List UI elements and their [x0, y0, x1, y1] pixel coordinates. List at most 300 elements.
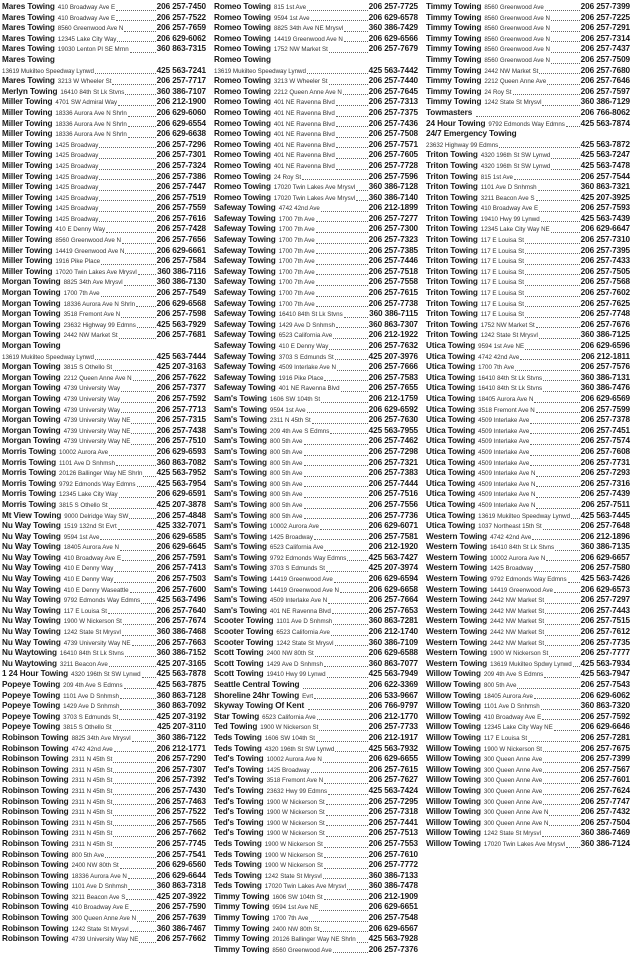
dot-leader	[333, 951, 368, 953]
listing-row	[2, 214, 206, 225]
business-address: 209 4th Ave S Edmns	[63, 682, 123, 689]
business-address: 2442 NW Market St	[490, 597, 545, 605]
listing-row	[426, 309, 630, 320]
dot-leader	[340, 591, 368, 593]
business-address: 3213 W Wheeler St	[57, 78, 112, 86]
phone-number: 206 257-7430	[156, 785, 206, 795]
business-name: Ted's Towing	[214, 796, 264, 806]
phone-number: 425 563-7878	[156, 669, 206, 679]
business-name: Triton Towing	[426, 245, 478, 255]
phone-number: 206 257-7549	[156, 288, 206, 298]
dot-leader	[324, 665, 368, 667]
business-name: Romeo Towing	[214, 2, 271, 11]
business-address: 1425 Broadway	[55, 184, 99, 192]
phone-number: 360 386-7131	[580, 372, 630, 382]
listing-row	[2, 818, 206, 829]
business-name: Safeway Towing	[214, 288, 276, 298]
business-name: Shoreline 24hr Towing	[214, 690, 300, 700]
business-address: 2311 N 45th St	[71, 809, 113, 817]
business-address: 1606 SW 104th St	[269, 395, 321, 403]
dot-leader	[113, 814, 155, 816]
business-address: 1752 NW Market St	[480, 321, 535, 329]
phone-number: 206 257-7602	[580, 288, 630, 298]
business-name: Nu Way Towing	[2, 605, 61, 615]
phone-number: 206 212-1909	[368, 891, 418, 901]
dot-leader	[324, 379, 367, 381]
phone-number: 425 563-7445	[580, 510, 630, 520]
business-address: 410 Broadway Ave E	[71, 904, 129, 912]
listing-row	[2, 606, 206, 617]
business-name: Utica Towing	[426, 425, 476, 435]
phone-number: 206 257-7576	[580, 362, 630, 372]
business-address: 6523 California Ave	[262, 713, 316, 721]
dot-leader	[316, 284, 368, 286]
business-address: 1425 Broadway	[55, 215, 99, 223]
listing-row	[214, 659, 418, 670]
phone-number: 206 629-6658	[368, 584, 418, 594]
business-name: Nu Way Towing	[2, 627, 61, 637]
business-address: 401 NE Ravenna Blvd	[273, 109, 335, 117]
dot-leader	[543, 528, 580, 530]
listing-row	[426, 648, 630, 659]
dot-leader	[121, 316, 155, 318]
business-address: 3211 Beacon Ave S	[71, 893, 126, 901]
business-address: 14419 Greenwood Ave	[269, 576, 333, 584]
listing-row	[2, 871, 206, 882]
phone-number: 206 257-7451	[580, 425, 630, 435]
phone-number: 360 863-7320	[580, 701, 630, 711]
listing-row	[2, 669, 206, 680]
phone-number: 206 257-7513	[368, 828, 418, 838]
dot-leader	[113, 846, 155, 848]
business-address: 2311 N 45th St	[71, 777, 113, 785]
dot-leader	[324, 782, 367, 784]
business-name: Western Towing	[426, 627, 488, 637]
business-address: 1700 7th Ave	[272, 915, 309, 923]
business-name: Morris Towing	[2, 457, 57, 467]
dot-leader	[302, 178, 368, 180]
listing-row	[214, 542, 418, 553]
business-name: Romeo Towing	[214, 150, 271, 160]
listing-row	[2, 44, 206, 55]
business-address: 401 NE Ravenna Blvd	[273, 99, 335, 107]
business-address: 18336 Aurora Ave N Shrln	[63, 300, 136, 308]
business-name: Morgan Towing	[2, 288, 61, 298]
phone-number: 206 629-6569	[580, 393, 630, 403]
business-name: Utica Towing	[426, 415, 476, 425]
business-name: Western Towing	[426, 616, 488, 626]
business-address: 2400 NW 80th St	[272, 925, 320, 933]
dot-leader	[120, 549, 156, 551]
dot-leader	[534, 570, 580, 572]
phone-number: 206 629-6592	[368, 404, 418, 414]
listing-row	[2, 405, 206, 416]
dot-leader	[316, 252, 368, 254]
business-name: Morris Towing	[2, 489, 57, 499]
listing-row	[214, 479, 418, 490]
listing-row	[214, 55, 418, 66]
listing-row	[214, 511, 418, 522]
phone-number: 206 257-7301	[156, 150, 206, 160]
listing-row	[214, 436, 418, 447]
business-address: 4742 42nd Ave	[278, 205, 320, 213]
dot-leader	[343, 93, 368, 95]
dot-leader	[543, 379, 580, 381]
listing-row	[2, 563, 206, 574]
business-name: Nu Way Towing	[2, 584, 61, 594]
phone-number: 206 257-7568	[580, 277, 630, 287]
phone-number: 206 257-7680	[580, 65, 630, 75]
listing-row	[2, 691, 206, 702]
listing-row	[214, 320, 418, 331]
listing-row	[2, 13, 206, 24]
phone-number: 206 257-7632	[368, 341, 418, 350]
listing-row	[426, 341, 630, 352]
business-address: 410 Broadway Ave E	[57, 14, 116, 22]
business-address: 2400 NW 80th St	[71, 862, 119, 870]
business-address: 410 Broadway Ave E	[57, 4, 116, 11]
business-address: 20126 Ballinger Way NE Shrln	[59, 470, 143, 478]
listing-row	[214, 458, 418, 469]
business-name: Safeway Towing	[214, 266, 276, 276]
phone-number: 206 257-7447	[156, 182, 206, 192]
listing-row	[426, 532, 630, 543]
listing-row	[2, 468, 206, 479]
phone-number: 206 257-7624	[580, 785, 630, 795]
business-address: 13619 Mukilteo Speedway Lynwd	[2, 67, 94, 75]
listing-row	[426, 733, 630, 744]
business-address: 18336 Aurora Ave N	[71, 872, 127, 880]
business-address: 1037 Northeast 15th St	[478, 523, 542, 531]
dot-leader	[356, 199, 367, 201]
phone-number: 206 212-1771	[156, 743, 206, 753]
listing-row	[214, 934, 418, 945]
business-address: 3815 S Othello St	[63, 364, 113, 372]
business-name: Romeo Towing	[214, 12, 271, 22]
dot-leader	[571, 517, 580, 519]
listing-row	[2, 585, 206, 596]
business-name: Nu Waytowing	[2, 658, 57, 668]
business-name: Utica Towing	[426, 341, 476, 350]
business-address: 8560 Greenwood Ave N	[484, 46, 550, 54]
phone-number: 206 257-7725	[368, 2, 418, 11]
listing-row	[2, 150, 206, 161]
dot-leader	[544, 676, 579, 678]
listing-row	[214, 161, 418, 172]
business-address: 3703 S Edmunds St	[269, 565, 325, 573]
dot-leader	[326, 835, 368, 837]
dot-leader	[323, 761, 368, 763]
phone-number: 425 563-7442	[368, 65, 418, 75]
phone-number: 206 257-7664	[368, 595, 418, 605]
business-name: Timmy Towing	[426, 65, 482, 75]
dot-leader	[530, 443, 579, 445]
phone-number: 206 257-7503	[156, 574, 206, 584]
phone-number: 206 629-6588	[368, 648, 418, 658]
dot-leader	[549, 824, 579, 826]
business-address: 117 E Louisa St	[480, 300, 524, 308]
phone-number: 425 207-3165	[156, 658, 206, 668]
business-name: Sam's Towing	[214, 478, 267, 488]
business-address: 23632 Hwy 99 Edmns	[266, 787, 328, 795]
business-name: Nu Waytowing	[2, 648, 57, 658]
listing-row	[426, 786, 630, 797]
phone-number: 206 212-1900	[156, 97, 206, 107]
listing-row	[426, 563, 630, 574]
phone-number: 206 257-7653	[368, 605, 418, 615]
listing-row	[426, 246, 630, 257]
business-name: Utica Towing	[426, 393, 476, 403]
dot-leader	[554, 591, 580, 593]
business-address: 800 5th Ave	[71, 851, 105, 859]
business-name: Miller Towing	[2, 256, 53, 266]
business-name: Robinson Towing	[2, 775, 69, 785]
business-address: 2311 N 45th St	[71, 830, 113, 838]
phone-number: 206 257-7505	[580, 266, 630, 276]
listing-row	[214, 23, 418, 34]
dot-leader	[335, 358, 368, 360]
listing-row	[214, 2, 418, 13]
business-address: 1425 Broadway	[55, 162, 99, 170]
listing-row	[2, 733, 206, 744]
listing-row	[426, 362, 630, 373]
business-address: 410 Broadway Ave E	[63, 554, 122, 562]
business-address: 12345 Lake City Way	[59, 491, 118, 499]
business-address: 2442 NW Market St	[484, 67, 539, 75]
business-address: 117 E Louisa St	[480, 268, 524, 276]
listing-row	[426, 373, 630, 384]
business-name: Utica Towing	[426, 499, 476, 509]
business-name: Mares Towing	[2, 33, 55, 43]
business-address: 8560 Greenwood Ave N	[484, 14, 550, 22]
dot-leader	[330, 432, 367, 434]
listing-row	[214, 553, 418, 564]
business-address: 4509 Interlake Ave	[478, 417, 530, 425]
business-name: Popeye Towing	[2, 701, 61, 711]
dot-leader	[541, 220, 580, 222]
phone-number: 206 257-7463	[156, 796, 206, 806]
listing-row	[2, 97, 206, 108]
business-address: 1916 Pike Place	[55, 258, 101, 266]
dot-leader	[525, 284, 580, 286]
phone-number: 206 257-7559	[156, 203, 206, 213]
business-address: 1606 SW 104th St	[272, 893, 323, 901]
business-name: Safeway Towing	[214, 277, 276, 287]
phone-number: 206 257-7522	[156, 807, 206, 817]
business-address: 1900 W Nickerson St	[266, 819, 325, 827]
business-name: Triton Towing	[426, 256, 478, 266]
dot-leader	[100, 538, 155, 540]
phone-number: 206 766-8062	[580, 107, 630, 117]
business-name: Willow Towing	[426, 817, 481, 827]
dot-leader	[546, 559, 579, 561]
business-name: Utica Towing	[426, 489, 476, 499]
business-address: 800 5th Ave	[269, 438, 303, 446]
business-name: Teds Towing	[214, 860, 262, 870]
phone-number: 425 563-7952	[156, 468, 206, 478]
phone-number: 206 257-7443	[580, 605, 630, 615]
business-address: 1242 State St Mrysvl	[264, 872, 322, 880]
dot-leader	[119, 496, 156, 498]
dot-leader	[517, 687, 579, 689]
business-name: Miller Towing	[2, 182, 53, 192]
dot-leader	[530, 432, 579, 434]
business-name: Robinson Towing	[2, 860, 69, 870]
listing-row	[2, 129, 206, 140]
dot-leader	[543, 793, 579, 795]
phone-number: 206 257-7662	[156, 934, 206, 944]
listing-row	[426, 426, 630, 437]
business-name: Morgan Towing	[2, 298, 61, 308]
listing-row	[214, 193, 418, 204]
business-name: Robinson Towing	[2, 764, 69, 774]
business-name: Ted's Towing	[214, 754, 264, 764]
dot-leader	[547, 83, 579, 85]
listing-row	[2, 479, 206, 490]
dot-leader	[95, 358, 156, 360]
business-address: 10002 Aurora Ave	[269, 523, 320, 531]
dot-leader	[536, 496, 579, 498]
dot-leader	[545, 644, 580, 646]
dot-leader	[124, 30, 155, 32]
business-address: 1425 Broadway	[266, 766, 310, 774]
business-name: Sam's Towing	[214, 404, 267, 414]
phone-number: 206 629-6060	[156, 107, 206, 117]
business-address: 1425 Broadway	[55, 152, 99, 160]
dot-leader	[304, 454, 368, 456]
dot-leader	[128, 877, 156, 879]
business-address: 1242 State St Mrysvl	[71, 925, 129, 933]
business-name: Willow Towing	[426, 669, 481, 679]
business-name: Sam's Towing	[214, 425, 267, 435]
business-address: 13619 Mukilteo Speedway Lynwd	[214, 67, 306, 75]
business-address: 9594 1st Ave	[273, 14, 310, 22]
phone-number: 206 257-7383	[368, 468, 418, 478]
listing-row	[214, 712, 418, 723]
dot-leader	[316, 295, 368, 297]
business-address: 16410 84th St Lk Stvns	[59, 650, 124, 658]
phone-number: 206 629-6591	[156, 489, 206, 499]
listing-row	[426, 55, 630, 66]
phone-number: 206 629-6566	[368, 33, 418, 43]
business-name: Safeway Towing	[214, 383, 276, 393]
dot-leader	[123, 623, 156, 625]
business-address: 6523 California Ave	[278, 332, 333, 340]
dot-leader	[347, 888, 368, 890]
business-address: 1242 State St Mrysvl	[484, 99, 542, 107]
business-name: Morgan Towing	[2, 393, 61, 403]
listing-row	[214, 775, 418, 786]
business-address: 4739 University Way NE	[63, 427, 131, 435]
dot-leader	[549, 814, 579, 816]
business-name: Sam's Towing	[214, 574, 267, 584]
dot-leader	[324, 549, 367, 551]
business-address: 1700 7th Ave	[278, 226, 315, 234]
business-name: Timmy Towing	[426, 2, 482, 11]
business-name: Nu Way Towing	[2, 595, 61, 605]
listing-row	[214, 860, 418, 871]
phone-number: 206 257-7648	[580, 521, 630, 531]
phone-number: 206 629-6655	[368, 754, 418, 764]
phone-number: 425 563-7934	[580, 658, 630, 668]
phone-number: 206 257-7377	[156, 383, 206, 393]
business-address: 19410 Hwy 99 Lynwd	[480, 215, 540, 223]
phone-number: 425 563-7929	[156, 319, 206, 329]
phone-number: 206 629-6596	[580, 341, 630, 350]
listing-row	[426, 193, 630, 204]
business-name: Utica Towing	[426, 457, 476, 467]
phone-number: 206 257-7592	[156, 393, 206, 403]
dot-leader	[525, 305, 580, 307]
business-address: 18336 Aurora Ave N Shrln	[55, 109, 127, 117]
dot-leader	[125, 252, 155, 254]
business-name: Timmy Towing	[426, 44, 482, 54]
business-address: 815 1st Ave	[273, 4, 307, 11]
business-name: Willow Towing	[426, 775, 481, 785]
dot-leader	[304, 464, 368, 466]
listing-row	[426, 182, 630, 193]
phone-number: 206 257-7510	[156, 436, 206, 446]
listing-row	[214, 256, 418, 267]
listing-row	[214, 426, 418, 437]
dot-leader	[314, 697, 368, 699]
business-address: 117 E Louisa St	[483, 734, 528, 742]
business-name: Popeye Towing	[2, 711, 61, 721]
listing-row	[214, 224, 418, 235]
dot-leader	[307, 411, 368, 413]
dot-leader	[337, 369, 368, 371]
business-address: 401 NE Ravenna Blvd	[273, 152, 335, 160]
business-name: Western Towing	[426, 595, 488, 605]
phone-number: 206 257-7640	[156, 605, 206, 615]
listing-row	[2, 193, 206, 204]
business-address: 12345 Lake City Way NE	[480, 226, 550, 234]
business-address: 401 NE Ravenna Blvd	[273, 141, 335, 149]
business-address: 16410 84th St Lk Stvns	[490, 544, 555, 552]
dot-leader	[131, 422, 155, 424]
business-name: Nu Way Towing	[2, 637, 61, 647]
business-address: 14419 Greenwood Ave N	[55, 247, 125, 255]
phone-number: 360 386-7478	[368, 881, 418, 891]
dot-leader	[304, 485, 368, 487]
phone-number: 206 257-7378	[580, 415, 630, 425]
dot-leader	[124, 284, 156, 286]
phone-number: 206 257-7600	[156, 584, 206, 594]
phone-number: 360 863-7318	[156, 881, 206, 891]
business-name: Utica Towing	[426, 510, 476, 520]
listing-row	[426, 394, 630, 405]
business-name: Robinson Towing	[2, 807, 69, 817]
business-address: 117 E Louisa St	[63, 607, 107, 615]
listing-row	[2, 553, 206, 564]
phone-number: 206 257-7731	[580, 457, 630, 467]
business-address: 117 E Louisa St	[480, 279, 524, 287]
phone-number: 425 563-7439	[580, 213, 630, 223]
dot-leader	[329, 83, 368, 85]
business-name: Mares Towing	[2, 76, 55, 86]
business-name: Safeway Towing	[214, 309, 276, 319]
business-name: Miller Towing	[2, 97, 53, 107]
phone-number: 206 622-3369	[368, 680, 418, 689]
listing-row	[2, 352, 206, 363]
listing-row	[426, 807, 630, 818]
business-address: 14419 Greenwood Ave N	[269, 586, 339, 594]
listing-row	[2, 299, 206, 310]
business-address: 18336 Aurora Ave N Shrln	[55, 120, 127, 128]
phone-number: 206 257-7675	[580, 743, 630, 753]
business-name: Morgan Towing	[2, 415, 61, 425]
business-name: Scott Towing	[214, 669, 264, 679]
